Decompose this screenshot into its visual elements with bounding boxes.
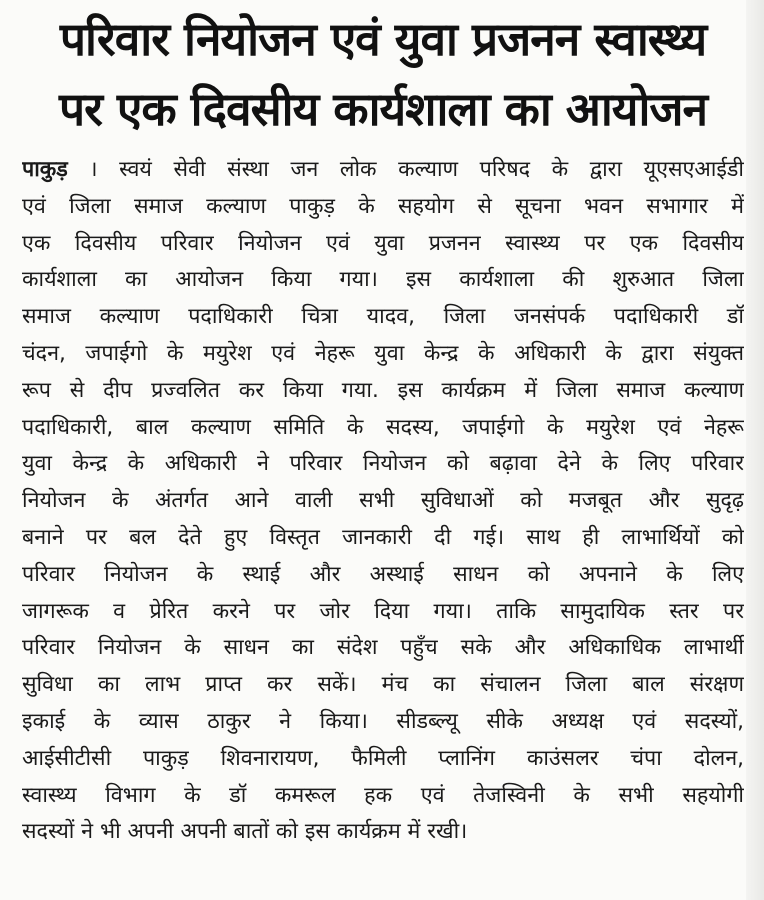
body-line-17: आईसीटीसी पाकुड़ शिवनारायण, फैमिली प्लानिंग काउंसलर चंपा दोलन, bbox=[22, 745, 744, 771]
body-line-6: चंदन, जपाईगो के मयुरेश एवं नेहरू युवा केन्द्र के अधिकारी के द्वारा संयुक्त bbox=[22, 340, 744, 366]
body-line-7: रूप से दीप प्रज्वलित कर किया गया. इस कार्यक्रम में जिला समाज कल्याण bbox=[22, 377, 744, 403]
body-line-2: एवं जिला समाज कल्याण पाकुड़ के सहयोग से सूचना भवन सभागार में bbox=[22, 193, 744, 219]
body-line-1 bbox=[22, 152, 744, 189]
article-body bbox=[22, 152, 744, 851]
body-line-11: बनाने पर बल देते हुए विस्तृत जानकारी दी गई। साथ ही लाभार्थियों को bbox=[22, 524, 744, 550]
body-line-9: युवा केन्द्र के अधिकारी ने परिवार नियोजन को बढ़ावा देने के लिए परिवार bbox=[22, 451, 744, 477]
body-line-10: नियोजन के अंतर्गत आने वाली सभी सुविधाओं को मजबूत और सुदृढ़ bbox=[22, 488, 744, 514]
dateline: पाकुड़ bbox=[22, 157, 68, 182]
body-line-15: सुविधा का लाभ प्राप्त कर सकें। मंच का संचालन जिला बाल संरक्षण bbox=[22, 672, 744, 698]
headline-line-2: पर एक दिवसीय कार्यशाला का आयोजन bbox=[58, 82, 708, 136]
body-line-4: कार्यशाला का आयोजन किया गया। इस कार्यशाला की शुरुआत जिला bbox=[22, 267, 744, 293]
body-line-8: पदाधिकारी, बाल कल्याण समिति के सदस्य, जपाईगो के मयुरेश एवं नेहरू bbox=[22, 414, 744, 440]
body-line-18: स्वास्थ्य विभाग के डॉ कमरूल हक एवं तेजस्विनी के सभी सहयोगी bbox=[22, 782, 744, 808]
body-line-1-text: । स्वयं सेवी संस्था जन लोक कल्याण परिषद के द्वारा यूएसएआईडी bbox=[89, 157, 744, 182]
body-line-5: समाज कल्याण पदाधिकारी चित्रा यादव, जिला जनसंपर्क पदाधिकारी डॉ bbox=[22, 304, 744, 330]
headline-line-1: परिवार नियोजन एवं युवा प्रजनन स्वास्थ्य bbox=[59, 12, 707, 66]
page-edge-strip bbox=[746, 0, 764, 900]
article-headline bbox=[22, 4, 744, 144]
body-line-14: परिवार नियोजन के साधन का संदेश पहुँच सके और अधिकाधिक लाभार्थी bbox=[22, 635, 744, 661]
body-line-13: जागरूक व प्रेरित करने पर जोर दिया गया। ताकि सामुदायिक स्तर पर bbox=[22, 598, 744, 624]
body-line-19: सदस्यों ने भी अपनी अपनी बातों को इस कार्यक्रम में रखी। bbox=[22, 819, 468, 845]
body-line-3: एक दिवसीय परिवार नियोजन एवं युवा प्रजनन स्वास्थ्य पर एक दिवसीय bbox=[22, 230, 744, 256]
body-line-12: परिवार नियोजन के स्थाई और अस्थाई साधन को अपनाने के लिए bbox=[22, 561, 744, 587]
body-line-16: इकाई के व्यास ठाकुर ने किया। सीडब्ल्यू सीके अध्यक्ष एवं सदस्यों, bbox=[22, 708, 744, 734]
